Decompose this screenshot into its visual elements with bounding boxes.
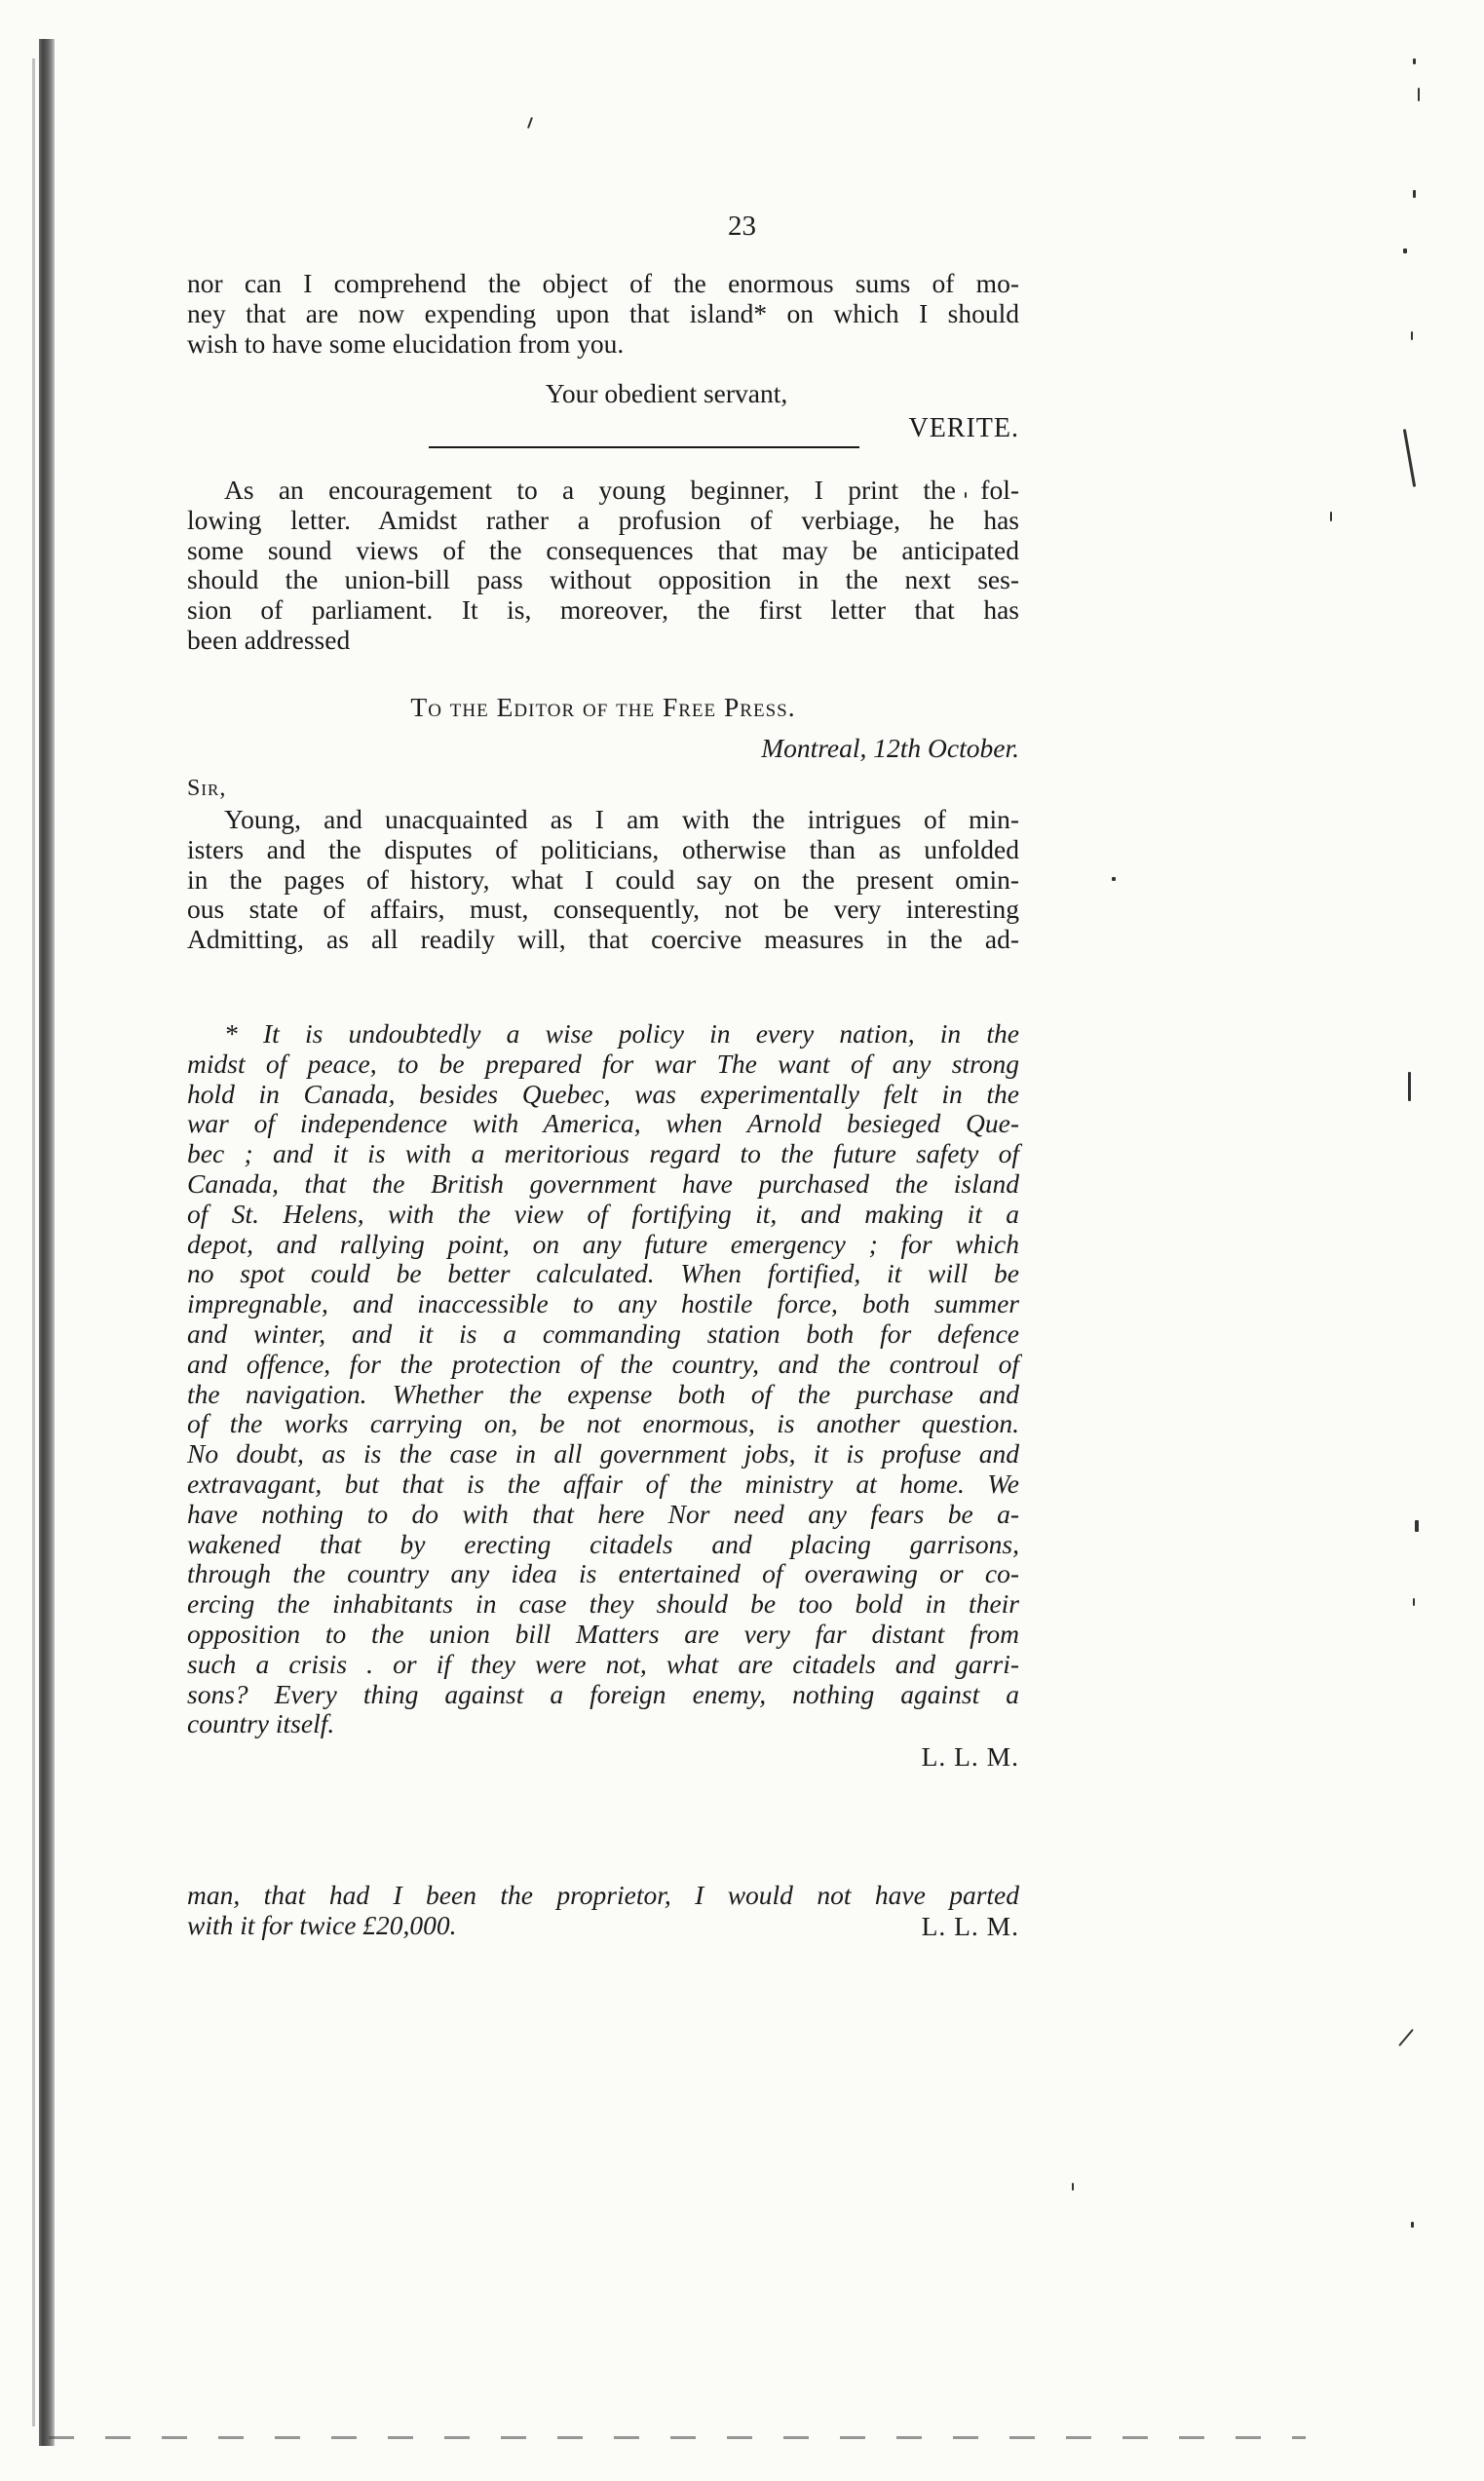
- scan-speck: [1398, 2029, 1414, 2046]
- book-spine-shadow: [39, 39, 55, 2446]
- footnote-line: and winter, and it is a commanding station both for defence: [187, 1317, 1019, 1349]
- footnote-line: with it for twice £20,000.: [187, 1909, 457, 1940]
- page-bottom-edge: [49, 2436, 1306, 2439]
- scan-speck: [1415, 1520, 1419, 1532]
- footnote-signature: L. L. M.: [921, 1741, 1019, 1772]
- text-line: lowing letter. Amidst rather a profusion of verbiage, he has: [187, 504, 1019, 535]
- text-line: wish to have some elucidation from you.: [187, 327, 625, 359]
- footnote-line: the navigation. Whether the expense both of the purchase and: [187, 1378, 1019, 1409]
- footnote-line: no spot could be better calculated. When fortified, it will be: [187, 1258, 1019, 1289]
- signature-rule: [429, 446, 859, 448]
- text-line: ous state of affairs, must, consequently, not be very interesting: [187, 894, 1019, 925]
- footnote-line: of St. Helens, with the view of fortifying it, and making it a: [187, 1198, 1019, 1229]
- footnote-line: No doubt, as is the case in all government jobs, it is profuse and: [187, 1438, 1019, 1470]
- editor-intro-paragraph: [187, 476, 1019, 656]
- scan-speck: [1408, 1072, 1411, 1101]
- footnote-line: bec ; and it is with a meritorious regard to the future safety of: [187, 1138, 1019, 1169]
- footnote-line: have nothing to do with that here Nor need any fears be a-: [187, 1498, 1019, 1529]
- letter-dateline: Montreal, 12th October.: [761, 733, 1019, 763]
- footnote-line: man, that had I been the proprietor, I would not have parted: [187, 1880, 1019, 1910]
- text-line: Young, and unacquainted as I am with the intrigues of min-: [224, 804, 1019, 834]
- footnote-line: such a crisis . or if they were not, what are citadels and garri-: [187, 1648, 1019, 1679]
- footnote-line: * It is undoubtedly a wise policy in every nation, in the: [224, 1018, 1019, 1049]
- scan-speck: [1413, 190, 1416, 198]
- footnote-line: Canada, that the British government have purchased the island: [187, 1167, 1019, 1199]
- text-line: should the union-bill pass without opposition in the next ses-: [187, 564, 1019, 595]
- footnote-line: opposition to the union bill Matters are very far distant from: [187, 1618, 1019, 1649]
- scan-speck: [1411, 2222, 1414, 2228]
- footnote-line: extravagant, but that is the affair of the ministry at home. We: [187, 1468, 1019, 1499]
- footnote-line: ercing the inhabitants in case they should be too bold in their: [187, 1588, 1019, 1620]
- footnote-line: impregnable, and inaccessible to any hostile force, both summer: [187, 1288, 1019, 1319]
- text-line: in the pages of history, what I could say on the present omin-: [187, 863, 1019, 895]
- footnote-line: of the works carrying on, be not enormous, is another question.: [187, 1408, 1019, 1439]
- letter-salutation: Sir,: [187, 776, 227, 801]
- scan-speck: [1413, 1598, 1415, 1606]
- signature-name: VERITE.: [908, 413, 1019, 443]
- footnote-line: midst of peace, to be prepared for war The want of any strong: [187, 1048, 1019, 1079]
- footnote-block: [187, 1019, 1019, 1739]
- scan-speck: [1418, 88, 1420, 101]
- footnote-line: sons? Every thing against a foreign enemy, nothing against a: [187, 1678, 1019, 1709]
- footnote-line: country itself.: [187, 1708, 335, 1739]
- text-line: some sound views of the consequences that may be anticipated: [187, 534, 1019, 565]
- text-line: nor can I comprehend the object of the enormous sums of mo-: [187, 268, 1019, 298]
- text-line: Admitting, as all readily will, that coercive measures in the ad-: [187, 924, 1019, 955]
- scan-speck: [1403, 248, 1407, 253]
- page-gutter-line: [32, 58, 35, 2426]
- scan-speck: [1413, 58, 1416, 64]
- footnote-continuation-signature: L. L. M.: [921, 1911, 1019, 1941]
- letter-body-paragraph: [187, 805, 1019, 955]
- letter-heading: To the Editor of the Free Press.: [410, 692, 796, 722]
- scan-speck: [1411, 331, 1413, 340]
- scan-speck: [1330, 512, 1332, 521]
- scan-speck: [1403, 429, 1416, 487]
- text-line: been addressed: [187, 624, 351, 655]
- text-line: As an encouragement to a young beginner, I print the fol-: [224, 475, 1019, 505]
- text-line: isters and the disputes of politicians, otherwise than as unfolded: [187, 833, 1019, 864]
- footnote-line: war of independence with America, when Arnold besieged Que-: [187, 1108, 1019, 1139]
- closing-line: Your obedient servant,: [545, 378, 788, 408]
- page-number: 23: [728, 210, 756, 242]
- footnote-line: depot, and rallying point, on any future emergency ; for which: [187, 1228, 1019, 1259]
- opening-paragraph: [187, 269, 1019, 359]
- text-line: sion of parliament. It is, moreover, the first letter that has: [187, 594, 1019, 626]
- footnote-line: through the country any idea is entertained of overawing or co-: [187, 1558, 1019, 1589]
- scan-speck: [1072, 2183, 1074, 2191]
- text-line: ney that are now expending upon that island* on which I should: [187, 297, 1019, 328]
- footnote-line: hold in Canada, besides Quebec, was experimentally felt in the: [187, 1078, 1019, 1109]
- scan-speck: [527, 117, 533, 129]
- footnote-line: and offence, for the protection of the country, and the controul of: [187, 1348, 1019, 1379]
- scan-speck: [1112, 877, 1116, 881]
- footnote-line: wakened that by erecting citadels and placing garrisons,: [187, 1528, 1019, 1559]
